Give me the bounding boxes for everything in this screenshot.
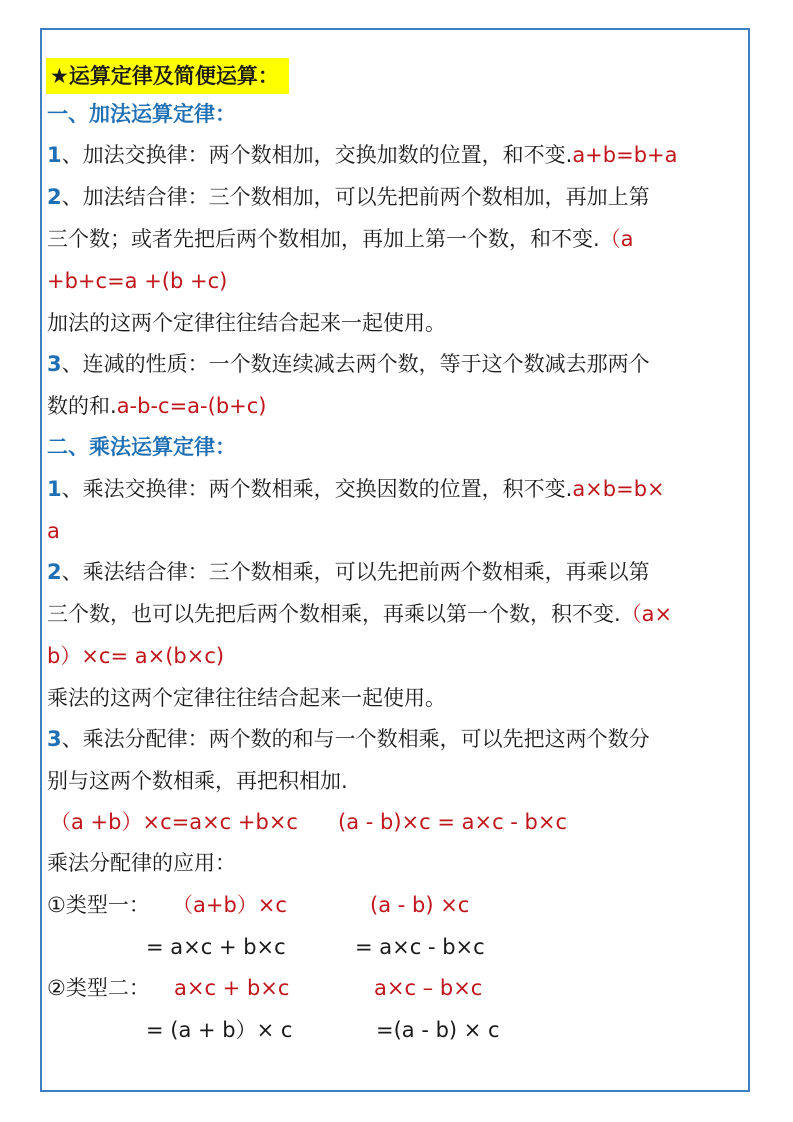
law-formula: （a× — [620, 602, 673, 626]
subtraction-property-line1 — [47, 350, 650, 378]
type2-label: ②类型二： — [47, 976, 150, 1000]
type2-expression-sum: a×c + b×c — [174, 976, 290, 1000]
item-number: 3 — [47, 352, 62, 376]
addition-associative-law-line1 — [47, 183, 650, 211]
type1-result-sum: = a×c + b×c — [146, 935, 286, 959]
law-text: 三个数，也可以先把后两个数相乘，再乘以第一个数，积不变. — [47, 602, 621, 626]
distributive-formula-difference: (a - b)×c = a×c - b×c — [338, 810, 568, 834]
type2-result-sum: = (a + b）× c — [146, 1018, 293, 1042]
law-text: 、乘法交换律：两个数相乘，交换因数的位置，积不变. — [61, 477, 573, 501]
section-heading-addition: 一、加法运算定律： — [47, 102, 236, 126]
type1-expression-sum: （a+b）×c — [172, 893, 287, 917]
type2-result-difference: =(a - b) × c — [376, 1018, 500, 1042]
law-text: 、乘法分配律：两个数的和与一个数相乘，可以先把这两个数分 — [61, 727, 650, 751]
multiplication-note: 乘法的这两个定律往往结合起来一起使用。 — [47, 686, 446, 710]
law-text: 、连减的性质：一个数连续减去两个数，等于这个数减去那两个 — [61, 352, 650, 376]
distributive-law-line2: 别与这两个数相乘，再把积相加. — [47, 769, 348, 793]
page-title: ★运算定律及简便运算： — [46, 58, 289, 94]
law-text: 、乘法结合律：三个数相乘，可以先把前两个数相乘，再乘以第 — [61, 560, 650, 584]
law-formula: a×b=b× — [572, 477, 665, 501]
law-formula: a-b-c=a-(b+c) — [116, 394, 267, 418]
law-formula: （a — [599, 227, 634, 251]
item-number: 1 — [47, 143, 62, 167]
law-formula: a+b=b+a — [572, 143, 678, 167]
item-number: 2 — [47, 560, 62, 584]
type1-result-difference: = a×c - b×c — [355, 935, 485, 959]
type1-label: ①类型一： — [47, 893, 150, 917]
distributive-law-line1 — [47, 725, 650, 753]
section-heading-multiplication: 二、乘法运算定律： — [47, 435, 236, 459]
law-text: 数的和. — [47, 394, 117, 418]
addition-note: 加法的这两个定律往往结合起来一起使用。 — [47, 311, 446, 335]
subtraction-property-line2 — [47, 392, 267, 420]
multiplication-commutative-law — [47, 475, 665, 503]
addition-associative-law-line2 — [47, 225, 634, 253]
law-text: 、加法结合律：三个数相加，可以先把前两个数相加，再加上第 — [61, 185, 650, 209]
item-number: 3 — [47, 727, 62, 751]
item-number: 1 — [47, 477, 62, 501]
distributive-application-title: 乘法分配律的应用： — [47, 851, 236, 875]
addition-associative-formula: +b+c=a +(b +c) — [47, 269, 228, 293]
multiplication-associative-formula: b）×c= a×(b×c) — [47, 644, 225, 668]
item-number: 2 — [47, 185, 62, 209]
law-text: 、加法交换律：两个数相加，交换加数的位置，和不变. — [61, 143, 573, 167]
type2-expression-difference: a×c – b×c — [374, 976, 483, 1000]
addition-commutative-law — [47, 141, 678, 169]
multiplication-commutative-formula-end: a — [47, 519, 60, 543]
distributive-formula-sum: （a +b）×c=a×c +b×c — [50, 810, 298, 834]
multiplication-associative-law-line2 — [47, 600, 672, 628]
law-text: 三个数；或者先把后两个数相加，再加上第一个数，和不变. — [47, 227, 600, 251]
multiplication-associative-law-line1 — [47, 558, 650, 586]
type1-expression-difference: (a - b) ×c — [370, 893, 470, 917]
